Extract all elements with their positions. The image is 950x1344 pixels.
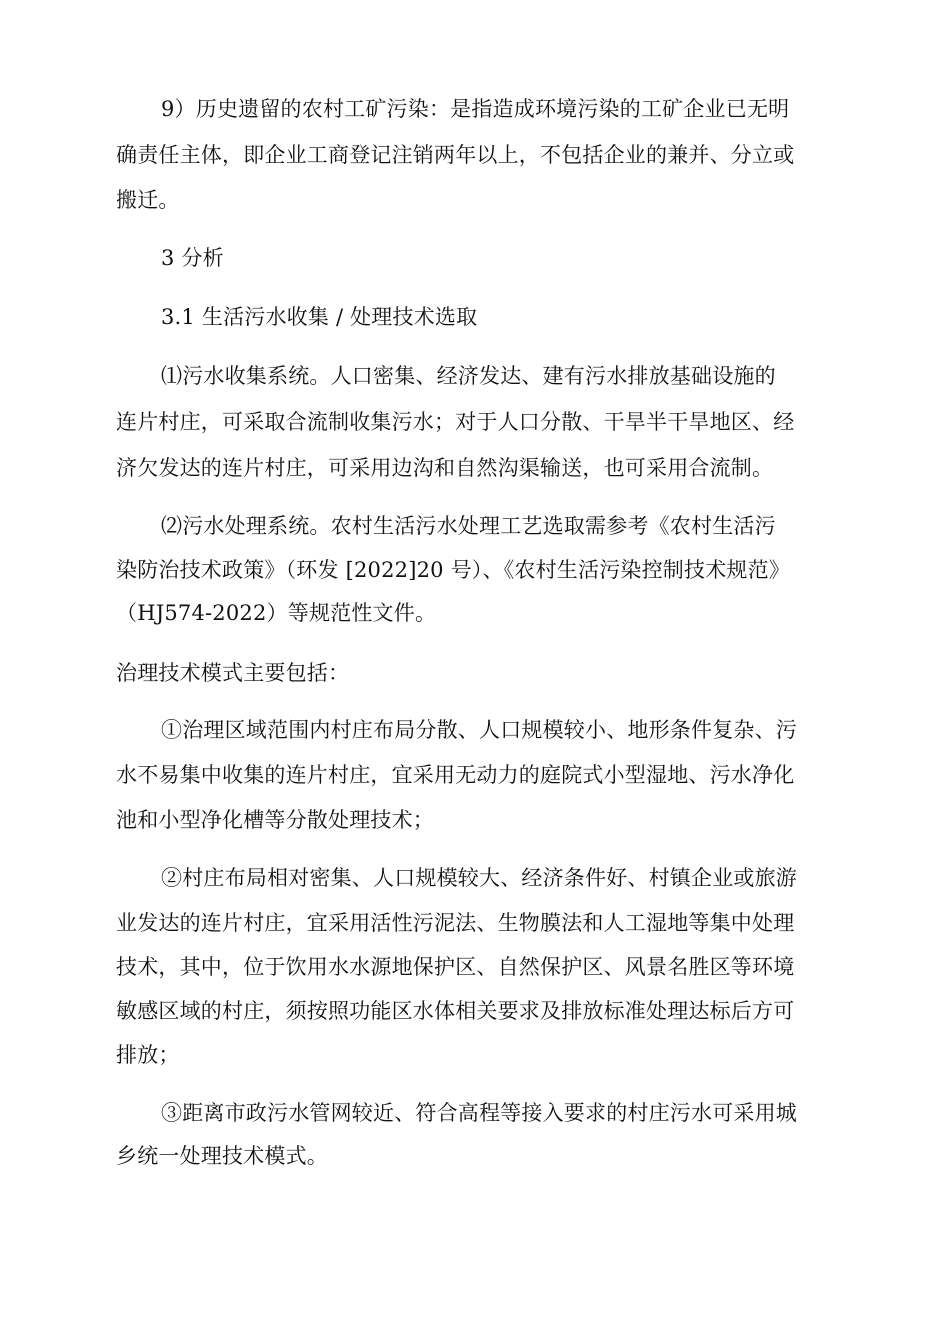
paragraph-line: 染防治技术政策》（环发 [2022]20 号）、《农村生活污染控制技术规范》 xyxy=(116,558,790,582)
paragraph-line: ③距离市政污水管网较近、符合高程等接入要求的村庄污水可采用城 xyxy=(161,1101,797,1125)
paragraph-line: 技术，其中，位于饮用水水源地保护区、自然保护区、风景名胜区等环境 xyxy=(116,955,795,979)
paragraph-line: （HJ574-2022）等规范性文件。 xyxy=(116,601,437,625)
paragraph-line: ①治理区域范围内村庄布局分散、人口规模较小、地形条件复杂、污 xyxy=(161,718,797,742)
paragraph-line: 池和小型净化槽等分散处理技术； xyxy=(116,808,434,832)
modes-intro: 治理技术模式主要包括： xyxy=(116,661,350,685)
subsection-heading: 3.1 生活污水收集 / 处理技术选取 xyxy=(161,305,478,329)
paragraph-line: 确责任主体，即企业工商登记注销两年以上，不包括企业的兼并、分立或 xyxy=(116,143,795,167)
paragraph-line: 乡统一处理技术模式。 xyxy=(116,1144,328,1168)
paragraph-line: 连片村庄，可采取合流制收集污水；对于人口分散、干旱半干旱地区、经 xyxy=(116,410,795,434)
paragraph-line: 水不易集中收集的连片村庄，宜采用无动力的庭院式小型湿地、污水净化 xyxy=(116,763,795,787)
paragraph-line: 敏感区域的村庄，须按照功能区水体相关要求及排放标准处理达标后方可 xyxy=(116,999,795,1023)
paragraph-line: 搬迁。 xyxy=(116,188,180,212)
paragraph-line: 济欠发达的连片村庄，可采用边沟和自然沟渠输送，也可采用合流制。 xyxy=(116,456,774,480)
paragraph-line: ⑴污水收集系统。人口密集、经济发达、建有污水排放基础设施的 xyxy=(161,364,776,388)
paragraph-line: ⑵污水处理系统。农村生活污水处理工艺选取需参考《农村生活污 xyxy=(161,514,776,538)
paragraph-line: ②村庄布局相对密集、人口规模较大、经济条件好、村镇企业或旅游 xyxy=(161,866,797,890)
paragraph-line: 业发达的连片村庄，宜采用活性污泥法、生物膜法和人工湿地等集中处理 xyxy=(116,911,795,935)
paragraph-line: 排放； xyxy=(116,1043,180,1067)
section-heading: 3 分析 xyxy=(161,246,224,270)
paragraph-line: 9）历史遗留的农村工矿污染：是指造成环境污染的工矿企业已无明 xyxy=(161,97,790,121)
